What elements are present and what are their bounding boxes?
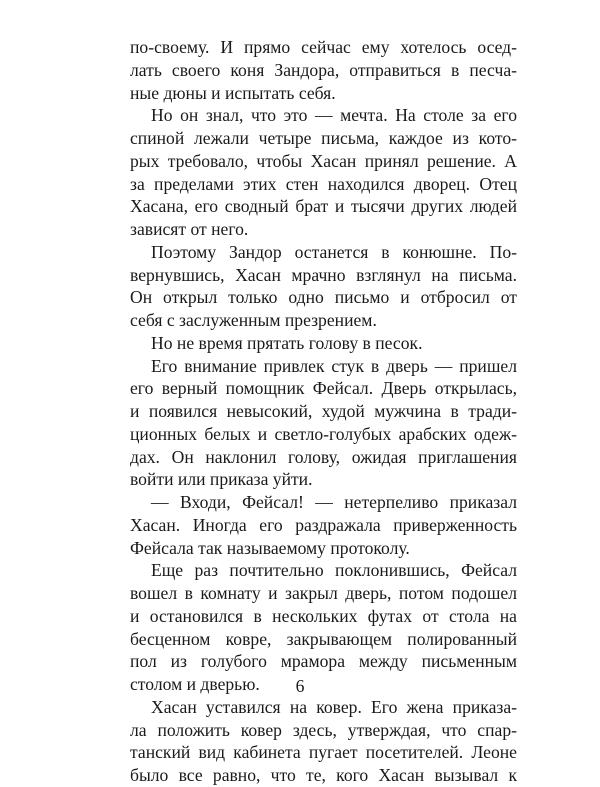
text-line: ционных белых и светло-голубых арабских одеж- [130, 423, 517, 444]
text-line: войти или приказа уйти. [130, 469, 313, 490]
text-line: танский вид кабинета пугает посетителей. Леоне [130, 742, 517, 763]
text-line: дах. Он наклонил голову, ожидая приглашения [130, 446, 517, 467]
text-line: Фейсала так называемому протоколу. [130, 537, 410, 558]
text-line: Его внимание привлек стук в дверь — пришел [151, 355, 517, 376]
text-line: лать своего коня Зандора, отправиться в песча- [130, 59, 517, 80]
page-number: 6 [295, 676, 305, 696]
text-line: столом и дверью. [130, 674, 260, 694]
text-line: Хасана, его сводный брат и тысячи других людей [130, 196, 517, 217]
text-line: его верный помощник Фейсал. Дверь открылась, [130, 378, 517, 399]
text-line: Еще раз почтительно поклонившись, Фейсал [151, 560, 517, 581]
text-line: ла положить ковер здесь, утверждая, что спар- [130, 719, 517, 740]
text-line: за пределами этих стен находился дворец. Отец [130, 173, 517, 194]
text-line: было все равно, что те, кого Хасан вызывал к [130, 765, 517, 785]
text-line: и появился невысокий, худой мужчина в тради- [130, 401, 517, 421]
text-line: Хасан уставился на ковер. Его жена приказа- [151, 696, 517, 717]
text-line: зависят от него. [130, 219, 249, 239]
text-line: спиной лежали четыре письма, каждое из кото- [130, 128, 517, 148]
text-line: ные дюны и испытать себя. [130, 82, 336, 103]
body-text [130, 36, 517, 787]
text-line: себя с заслуженным презрением. [130, 310, 377, 330]
text-line: бесценном ковре, закрывающем полированный [130, 628, 517, 649]
text-line: Но не время прятать голову в песок. [151, 332, 423, 353]
text-line: вошел в комнату и закрыл дверь, потом подошел [130, 583, 517, 603]
text-line: — Входи, Фейсал! — нетерпеливо приказал [151, 492, 517, 512]
text-line: Но он знал, что это — мечта. На столе за его [151, 105, 517, 126]
text-line: вернувшись, Хасан мрачно взглянул на письма. [130, 264, 517, 285]
text-line: Поэтому Зандор останется в конюшне. По- [151, 241, 517, 262]
text-line: по-своему. И прямо сейчас ему хотелось осед- [130, 37, 517, 57]
text-line: пол из голубого мрамора между письменным [130, 651, 517, 672]
text-line: и остановился в нескольких футах от стола на [130, 605, 517, 626]
text-line: Он открыл только одно письмо и отбросил от [130, 287, 517, 308]
text-line: Хасан. Иногда его раздражала приверженность [130, 514, 517, 535]
text-line: рых требовало, чтобы Хасан принял решение. А [130, 150, 517, 171]
